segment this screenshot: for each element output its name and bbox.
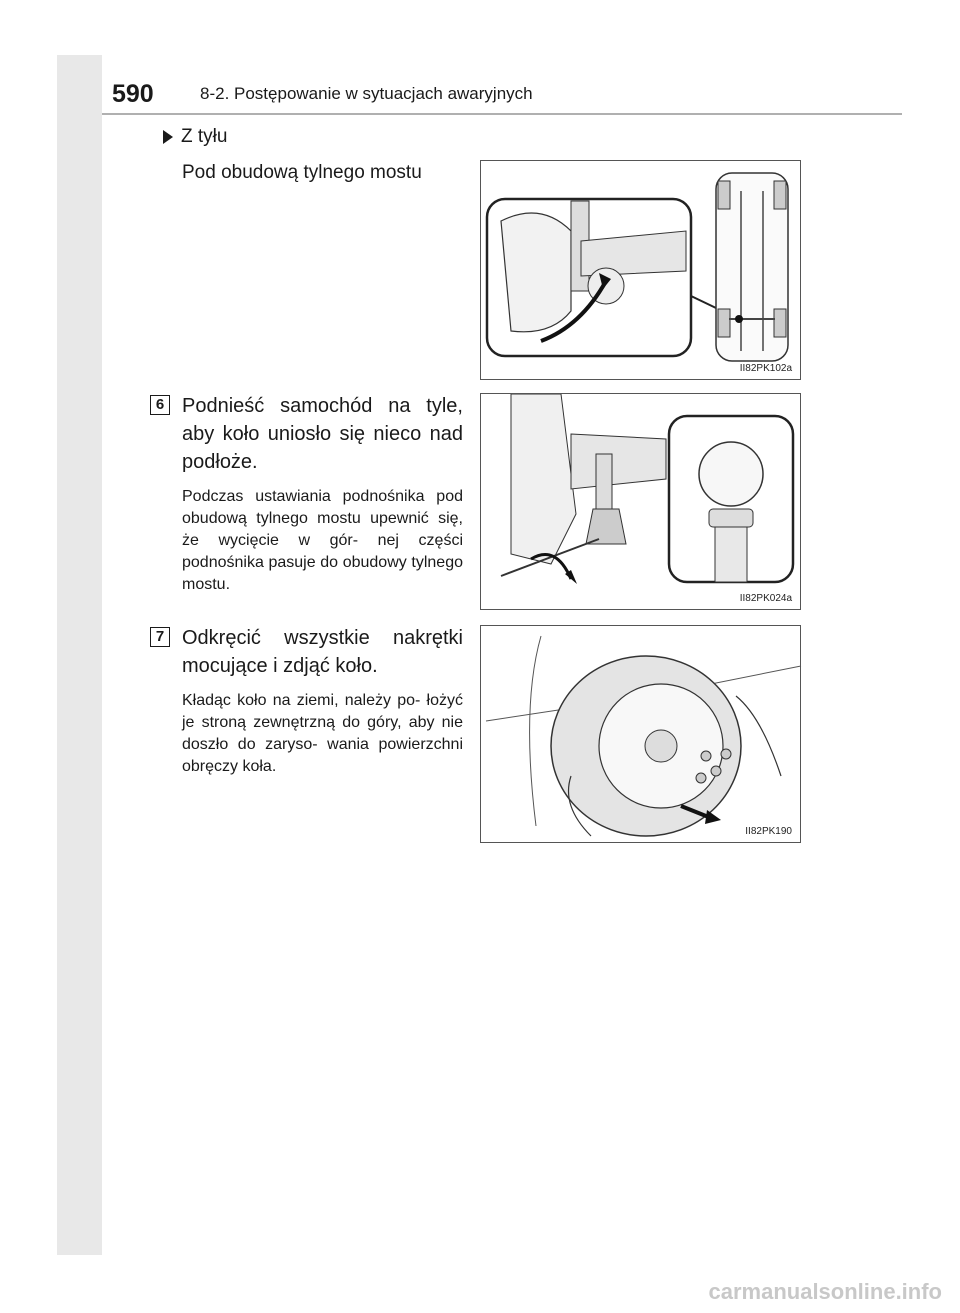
triangle-bullet-icon: [163, 130, 173, 144]
step-note: Podczas ustawiania podnośnika pod obudową tylnego mostu upewnić się, że wycięcie w gór- nej części podnośnika pasuje do obudowy tylnego mostu.: [182, 488, 463, 593]
jack-location-text: Pod obudową tylnego mostu: [182, 162, 422, 183]
page-margin-strip: [57, 55, 102, 1255]
figure-code: II82PK024a: [739, 593, 792, 604]
figure-jack-lifting: [480, 393, 801, 610]
watermark: carmanualsonline.info: [708, 1279, 942, 1304]
step-title: Odkręcić wszystkie nakrętki mocujące i zdjąć koło.: [182, 627, 463, 677]
subheading: [163, 126, 227, 148]
jack-lifting-illustration: [481, 394, 802, 611]
figure-code: II82PK190: [745, 826, 792, 837]
step-6: [150, 392, 463, 596]
step-number: 6: [150, 395, 170, 415]
wheel-removal-illustration: [481, 626, 802, 844]
step-title: Podnieść samochód na tyle, aby koło uniosło się nieco nad podłoże.: [182, 395, 463, 473]
step-note: Kładąc koło na ziemi, należy po- łożyć je stroną zewnętrzną do góry, aby nie doszło do zaryso- wania powierzchni obręczy koła.: [182, 692, 463, 775]
figure-wheel-removal: [480, 625, 801, 843]
figure-code: II82PK102a: [739, 363, 792, 374]
figure-rear-jack-point: [480, 160, 801, 380]
section-title: 8-2. Postępowanie w sytuacjach awaryjnych: [200, 84, 533, 103]
step-7: [150, 624, 463, 778]
page-number: 590: [112, 80, 154, 108]
subheading-text: Z tyłu: [181, 126, 228, 147]
step-number: 7: [150, 627, 170, 647]
header-divider: [102, 113, 902, 115]
rear-axle-illustration: [481, 161, 802, 381]
